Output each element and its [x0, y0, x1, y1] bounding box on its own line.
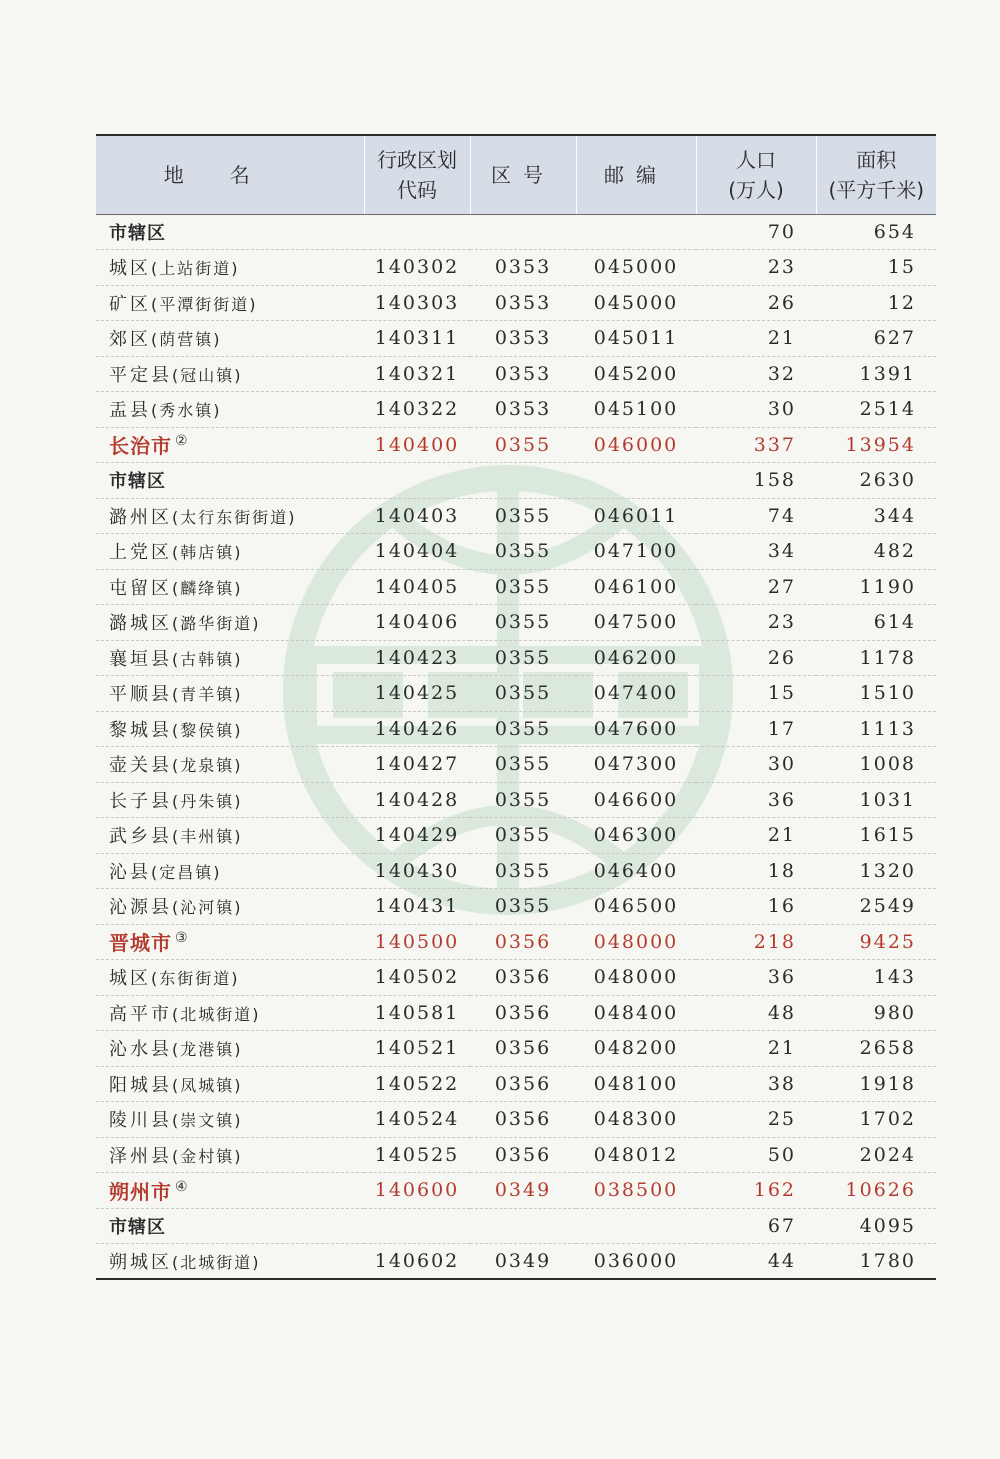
postal-code-cell: 045200: [576, 356, 696, 392]
seat-name: (东街街道): [151, 969, 240, 989]
population-cell: 34: [696, 534, 816, 570]
postal-code-cell: 046500: [576, 889, 696, 925]
area-code-cell: [470, 1208, 576, 1244]
district-subtotal-row: [96, 1208, 936, 1244]
division-code-cell: 140322: [364, 392, 470, 428]
table-row: [96, 818, 936, 854]
division-code-cell: [364, 463, 470, 499]
land-area-cell: 1510: [816, 676, 936, 712]
place-name-cell: [96, 605, 364, 641]
area-code-cell: 0355: [470, 711, 576, 747]
place-name: 矿区: [109, 293, 151, 315]
land-area-cell: 143: [816, 960, 936, 996]
postal-code-cell: 048300: [576, 1102, 696, 1138]
division-code-cell: 140405: [364, 569, 470, 605]
land-area-cell: 1178: [816, 640, 936, 676]
table-row: [96, 250, 936, 286]
population-cell: 18: [696, 853, 816, 889]
area-code-cell: 0353: [470, 250, 576, 286]
division-code-cell: 140428: [364, 782, 470, 818]
place-name-cell: [96, 569, 364, 605]
land-area-cell: 10626: [816, 1173, 936, 1209]
place-name: 武乡县: [109, 826, 172, 848]
land-area-cell: 1391: [816, 356, 936, 392]
place-name: 陵川县: [109, 1110, 172, 1132]
land-area-cell: 482: [816, 534, 936, 570]
seat-name: (黎侯镇): [172, 720, 243, 740]
seat-name: (古韩镇): [172, 649, 243, 669]
area-code-cell: 0356: [470, 960, 576, 996]
postal-code-cell: 048000: [576, 924, 696, 960]
division-code-cell: 140404: [364, 534, 470, 570]
table-row: [96, 605, 936, 641]
place-name-cell: [96, 711, 364, 747]
population-cell: 36: [696, 782, 816, 818]
population-cell: 30: [696, 392, 816, 428]
table-row: [96, 285, 936, 321]
table-row: [96, 498, 936, 534]
postal-code-cell: 047500: [576, 605, 696, 641]
area-code-cell: 0355: [470, 676, 576, 712]
land-area-cell: 2658: [816, 1031, 936, 1067]
place-name-cell: [96, 214, 364, 250]
area-code-cell: 0355: [470, 747, 576, 783]
place-name: 沁源县: [109, 897, 172, 919]
city-row: [96, 1173, 936, 1209]
place-name: 市辖区: [109, 471, 166, 493]
area-code-cell: 0353: [470, 356, 576, 392]
postal-code-cell: 045100: [576, 392, 696, 428]
area-code-cell: 0356: [470, 1066, 576, 1102]
population-cell: 21: [696, 1031, 816, 1067]
area-code-cell: 0355: [470, 534, 576, 570]
land-area-cell: 2024: [816, 1137, 936, 1173]
place-name: 阳城县: [109, 1074, 172, 1096]
seat-name: (麟绛镇): [172, 578, 243, 598]
postal-code-cell: 046300: [576, 818, 696, 854]
division-code-cell: 140430: [364, 853, 470, 889]
land-area-cell: 1780: [816, 1244, 936, 1280]
postal-code-cell: 046000: [576, 427, 696, 463]
area-code-cell: 0355: [470, 889, 576, 925]
division-code-cell: 140524: [364, 1102, 470, 1138]
area-code-cell: 0355: [470, 640, 576, 676]
area-code-cell: 0355: [470, 498, 576, 534]
population-cell: 32: [696, 356, 816, 392]
seat-name: (崇文镇): [172, 1111, 243, 1131]
place-name: 上党区: [109, 542, 172, 564]
place-name: 泽州县: [109, 1145, 172, 1167]
division-code-cell: [364, 1208, 470, 1244]
place-name: 长子县: [109, 790, 172, 812]
division-code-cell: 140423: [364, 640, 470, 676]
land-area-cell: 1008: [816, 747, 936, 783]
table-row: [96, 1137, 936, 1173]
land-area-cell: 2630: [816, 463, 936, 499]
table-row: [96, 960, 936, 996]
land-area-cell: 2549: [816, 889, 936, 925]
table-row: [96, 392, 936, 428]
area-code-cell: 0356: [470, 1031, 576, 1067]
land-area-cell: 627: [816, 321, 936, 357]
population-cell: 26: [696, 640, 816, 676]
land-area-cell: 1031: [816, 782, 936, 818]
area-code-cell: 0356: [470, 1102, 576, 1138]
area-code-cell: 0356: [470, 995, 576, 1031]
place-name-cell: [96, 818, 364, 854]
place-name: 平定县: [109, 364, 172, 386]
table-header-row: [96, 135, 936, 214]
place-name: 市辖区: [109, 1216, 166, 1238]
postal-code-cell: 047100: [576, 534, 696, 570]
seat-name: (平潭街街道): [151, 294, 258, 314]
postal-code-cell: [576, 463, 696, 499]
land-area-cell: 1113: [816, 711, 936, 747]
population-cell: 17: [696, 711, 816, 747]
land-area-cell: 9425: [816, 924, 936, 960]
table-row: [96, 1031, 936, 1067]
place-name-cell: [96, 960, 364, 996]
division-code-cell: [364, 214, 470, 250]
seat-name: (上站街道): [151, 259, 240, 279]
table-row: [96, 1066, 936, 1102]
postal-code-cell: 038500: [576, 1173, 696, 1209]
population-cell: 337: [696, 427, 816, 463]
land-area-cell: 1615: [816, 818, 936, 854]
population-cell: 27: [696, 569, 816, 605]
area-code-cell: 0355: [470, 818, 576, 854]
land-area-cell: 1702: [816, 1102, 936, 1138]
place-name-cell: [96, 1173, 364, 1209]
table-row: [96, 1102, 936, 1138]
population-cell: 36: [696, 960, 816, 996]
area-code-cell: 0353: [470, 392, 576, 428]
place-name-cell: [96, 250, 364, 286]
place-name: 朔州市: [109, 1179, 172, 1204]
postal-code-cell: 036000: [576, 1244, 696, 1280]
population-cell: 21: [696, 818, 816, 854]
postal-code-cell: 046200: [576, 640, 696, 676]
land-area-cell: 980: [816, 995, 936, 1031]
seat-name: (凤城镇): [172, 1075, 243, 1095]
land-area-cell: 654: [816, 214, 936, 250]
postal-code-cell: 048400: [576, 995, 696, 1031]
footnote-marker: ②: [175, 433, 189, 450]
place-name-cell: [96, 889, 364, 925]
place-name-cell: [96, 427, 364, 463]
postal-code-cell: 045000: [576, 250, 696, 286]
population-cell: 25: [696, 1102, 816, 1138]
place-name-cell: [96, 1137, 364, 1173]
place-name: 盂县: [109, 400, 151, 422]
population-cell: 48: [696, 995, 816, 1031]
table-row: [96, 676, 936, 712]
postal-code-cell: 048012: [576, 1137, 696, 1173]
land-area-cell: 614: [816, 605, 936, 641]
table-row: [96, 747, 936, 783]
place-name-cell: [96, 1208, 364, 1244]
population-cell: 70: [696, 214, 816, 250]
seat-name: (太行东街街道): [172, 507, 297, 527]
place-name: 襄垣县: [109, 648, 172, 670]
land-area-cell: 12: [816, 285, 936, 321]
place-name-cell: [96, 676, 364, 712]
seat-name: (青羊镇): [172, 685, 243, 705]
area-code-cell: 0353: [470, 321, 576, 357]
population-cell: 16: [696, 889, 816, 925]
place-name-cell: [96, 1066, 364, 1102]
population-cell: 67: [696, 1208, 816, 1244]
header-postal-code: 邮编: [576, 135, 696, 214]
division-code-cell: 140403: [364, 498, 470, 534]
division-code-cell: 140426: [364, 711, 470, 747]
land-area-cell: 2514: [816, 392, 936, 428]
table-row: [96, 853, 936, 889]
area-code-cell: 0356: [470, 1137, 576, 1173]
place-name: 郊区: [109, 329, 151, 351]
population-cell: 158: [696, 463, 816, 499]
place-name: 长治市: [109, 434, 172, 459]
division-code-cell: 140602: [364, 1244, 470, 1280]
postal-code-cell: 047600: [576, 711, 696, 747]
postal-code-cell: 048200: [576, 1031, 696, 1067]
land-area-cell: 1320: [816, 853, 936, 889]
postal-code-cell: 046600: [576, 782, 696, 818]
land-area-cell: 1918: [816, 1066, 936, 1102]
area-code-cell: 0356: [470, 924, 576, 960]
table-row: [96, 711, 936, 747]
place-name-cell: [96, 1102, 364, 1138]
place-name: 朔城区: [109, 1252, 172, 1273]
postal-code-cell: 047300: [576, 747, 696, 783]
seat-name: (丹朱镇): [172, 791, 243, 811]
place-name: 潞城区: [109, 613, 172, 635]
place-name-cell: [96, 853, 364, 889]
postal-code-cell: 045011: [576, 321, 696, 357]
land-area-cell: 13954: [816, 427, 936, 463]
footnote-marker: ④: [175, 1178, 189, 1195]
place-name-cell: [96, 782, 364, 818]
seat-name: (秀水镇): [151, 401, 222, 421]
place-name: 壶关县: [109, 755, 172, 777]
place-name: 高平市: [109, 1003, 172, 1025]
land-area-cell: 15: [816, 250, 936, 286]
area-code-cell: 0355: [470, 569, 576, 605]
place-name-cell: [96, 640, 364, 676]
footnote-marker: ③: [175, 930, 189, 947]
header-land-area: 面积 (平方千米): [816, 135, 936, 214]
table-row: [96, 1244, 936, 1280]
postal-code-cell: 046011: [576, 498, 696, 534]
admin-division-table: [96, 134, 936, 1280]
seat-name: (金村镇): [172, 1146, 243, 1166]
seat-name: (丰州镇): [172, 827, 243, 847]
place-name: 黎城县: [109, 719, 172, 741]
postal-code-cell: 046400: [576, 853, 696, 889]
division-code-cell: 140429: [364, 818, 470, 854]
population-cell: 23: [696, 605, 816, 641]
city-row: [96, 924, 936, 960]
population-cell: 23: [696, 250, 816, 286]
division-code-cell: 140406: [364, 605, 470, 641]
postal-code-cell: 047400: [576, 676, 696, 712]
division-code-cell: 140427: [364, 747, 470, 783]
population-cell: 74: [696, 498, 816, 534]
seat-name: (韩店镇): [172, 543, 243, 563]
place-name-cell: [96, 1031, 364, 1067]
place-name: 潞州区: [109, 506, 172, 528]
place-name: 屯留区: [109, 577, 172, 599]
population-cell: 44: [696, 1244, 816, 1280]
area-code-cell: [470, 463, 576, 499]
place-name-cell: [96, 285, 364, 321]
division-code-cell: 140525: [364, 1137, 470, 1173]
population-cell: 21: [696, 321, 816, 357]
division-code-cell: 140600: [364, 1173, 470, 1209]
place-name: 晋城市: [109, 931, 172, 956]
city-row: [96, 427, 936, 463]
place-name-cell: [96, 463, 364, 499]
seat-name: (北城街道): [172, 1004, 261, 1024]
division-code-cell: 140302: [364, 250, 470, 286]
area-code-cell: 0349: [470, 1173, 576, 1209]
district-subtotal-row: [96, 214, 936, 250]
division-code-cell: 140303: [364, 285, 470, 321]
land-area-cell: 1190: [816, 569, 936, 605]
place-name: 平顺县: [109, 684, 172, 706]
area-code-cell: 0355: [470, 427, 576, 463]
seat-name: (潞华街道): [172, 614, 261, 634]
table-row: [96, 995, 936, 1031]
place-name: 市辖区: [109, 222, 166, 244]
division-code-cell: 140521: [364, 1031, 470, 1067]
seat-name: (沁河镇): [172, 898, 243, 918]
area-code-cell: 0349: [470, 1244, 576, 1280]
population-cell: 30: [696, 747, 816, 783]
header-division-code: 行政区划 代码: [364, 135, 470, 214]
postal-code-cell: 048000: [576, 960, 696, 996]
postal-code-cell: [576, 214, 696, 250]
place-name: 沁水县: [109, 1039, 172, 1061]
seat-name: (冠山镇): [172, 365, 243, 385]
place-name-cell: [96, 392, 364, 428]
place-name-cell: [96, 995, 364, 1031]
district-subtotal-row: [96, 463, 936, 499]
postal-code-cell: 048100: [576, 1066, 696, 1102]
table-row: [96, 782, 936, 818]
division-code-cell: 140522: [364, 1066, 470, 1102]
area-code-cell: 0355: [470, 782, 576, 818]
division-code-cell: 140400: [364, 427, 470, 463]
area-code-cell: 0355: [470, 605, 576, 641]
division-code-cell: 140502: [364, 960, 470, 996]
table-row: [96, 356, 936, 392]
division-code-cell: 140500: [364, 924, 470, 960]
place-name-cell: [96, 747, 364, 783]
place-name-cell: [96, 924, 364, 960]
population-cell: 15: [696, 676, 816, 712]
seat-name: (龙泉镇): [172, 756, 243, 776]
header-population: 人口 (万人): [696, 135, 816, 214]
table-row: [96, 640, 936, 676]
place-name: 城区: [109, 968, 151, 990]
division-code-cell: 140425: [364, 676, 470, 712]
area-code-cell: 0355: [470, 853, 576, 889]
seat-name: (定昌镇): [151, 862, 222, 882]
seat-name: (龙港镇): [172, 1040, 243, 1060]
place-name-cell: [96, 356, 364, 392]
place-name-cell: [96, 321, 364, 357]
land-area-cell: 344: [816, 498, 936, 534]
seat-name: (北城街道): [172, 1253, 261, 1272]
table-row: [96, 321, 936, 357]
place-name-cell: [96, 498, 364, 534]
seat-name: (荫营镇): [151, 330, 222, 350]
division-code-cell: 140321: [364, 356, 470, 392]
header-area-code: 区号: [470, 135, 576, 214]
place-name-cell: [96, 534, 364, 570]
table-row: [96, 534, 936, 570]
table-row: [96, 889, 936, 925]
population-cell: 50: [696, 1137, 816, 1173]
admin-division-table-container: [96, 134, 936, 1280]
area-code-cell: [470, 214, 576, 250]
table-row: [96, 569, 936, 605]
division-code-cell: 140581: [364, 995, 470, 1031]
header-place-name: 地名: [96, 135, 364, 214]
place-name: 城区: [109, 258, 151, 280]
postal-code-cell: 046100: [576, 569, 696, 605]
postal-code-cell: [576, 1208, 696, 1244]
area-code-cell: 0353: [470, 285, 576, 321]
division-code-cell: 140311: [364, 321, 470, 357]
table-body: [96, 214, 936, 1279]
land-area-cell: 4095: [816, 1208, 936, 1244]
postal-code-cell: 045000: [576, 285, 696, 321]
population-cell: 218: [696, 924, 816, 960]
place-name-cell: [96, 1244, 364, 1280]
population-cell: 26: [696, 285, 816, 321]
place-name: 沁县: [109, 861, 151, 883]
population-cell: 162: [696, 1173, 816, 1209]
population-cell: 38: [696, 1066, 816, 1102]
division-code-cell: 140431: [364, 889, 470, 925]
